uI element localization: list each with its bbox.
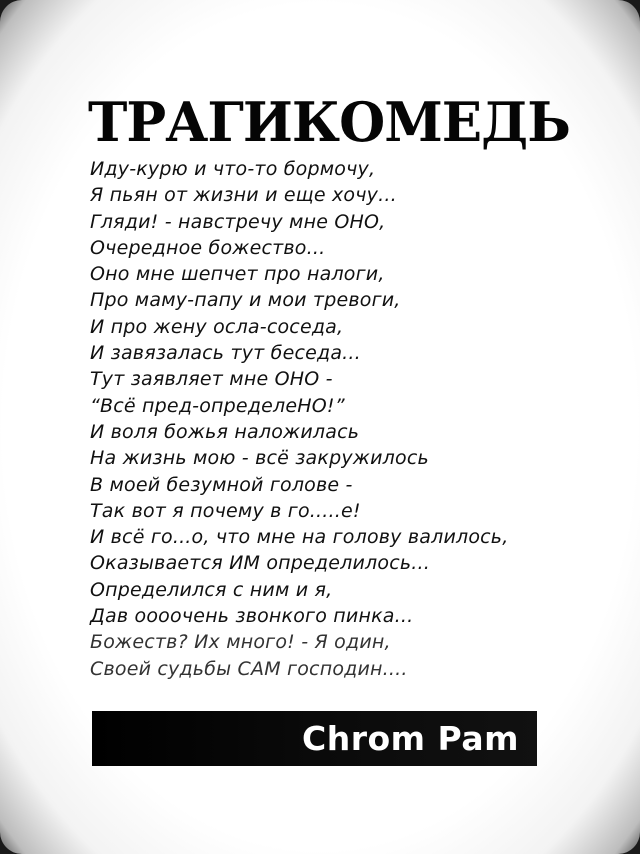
author-banner	[92, 711, 537, 766]
poem-line: Гляди! - навстречу мне ОНО,	[90, 210, 386, 233]
poem-line: Про маму-папу и мои тревоги,	[90, 289, 401, 312]
poem-line: И про жену осла-соседа,	[90, 315, 344, 338]
poem-line: Божеств? Их много! - Я один,	[90, 631, 391, 654]
poem-line: И воля божья наложилась	[90, 420, 360, 443]
poem-line: И завязалась тут беседа...	[90, 342, 361, 365]
poem-line: Своей судьбы САМ господин....	[90, 657, 408, 680]
poem-line: Иду-курю и что-то бормочу,	[90, 158, 376, 180]
poem-line: Я пьян от жизни и еще хочу...	[90, 184, 397, 207]
poem-line: Тут заявляет мне ОНО -	[90, 368, 333, 391]
poem-line: Оказывается ИМ определилось...	[90, 552, 430, 575]
poem-line: Очередное божество...	[90, 236, 326, 259]
poem-body	[90, 156, 610, 682]
poem-line: “Всё пред-определеНО!”	[90, 394, 345, 417]
poem-title: ТРАГИКОМЕДЬ	[88, 90, 570, 154]
poem-line: На жизнь мою - всё закружилось	[90, 447, 429, 470]
poem-line: В моей безумной голове -	[90, 473, 353, 496]
author-name: Chrom Pam	[302, 719, 519, 758]
poem-line: Оно мне шепчет про налоги,	[90, 263, 385, 286]
poem-line: Так вот я почему в го.....е!	[90, 499, 361, 522]
poem-line: Дав оооочень звонкого пинка...	[90, 605, 414, 628]
poem-line: И всё го...о, что мне на голову валилось,	[90, 526, 509, 549]
poem-line: Определился с ним и я,	[90, 578, 333, 601]
